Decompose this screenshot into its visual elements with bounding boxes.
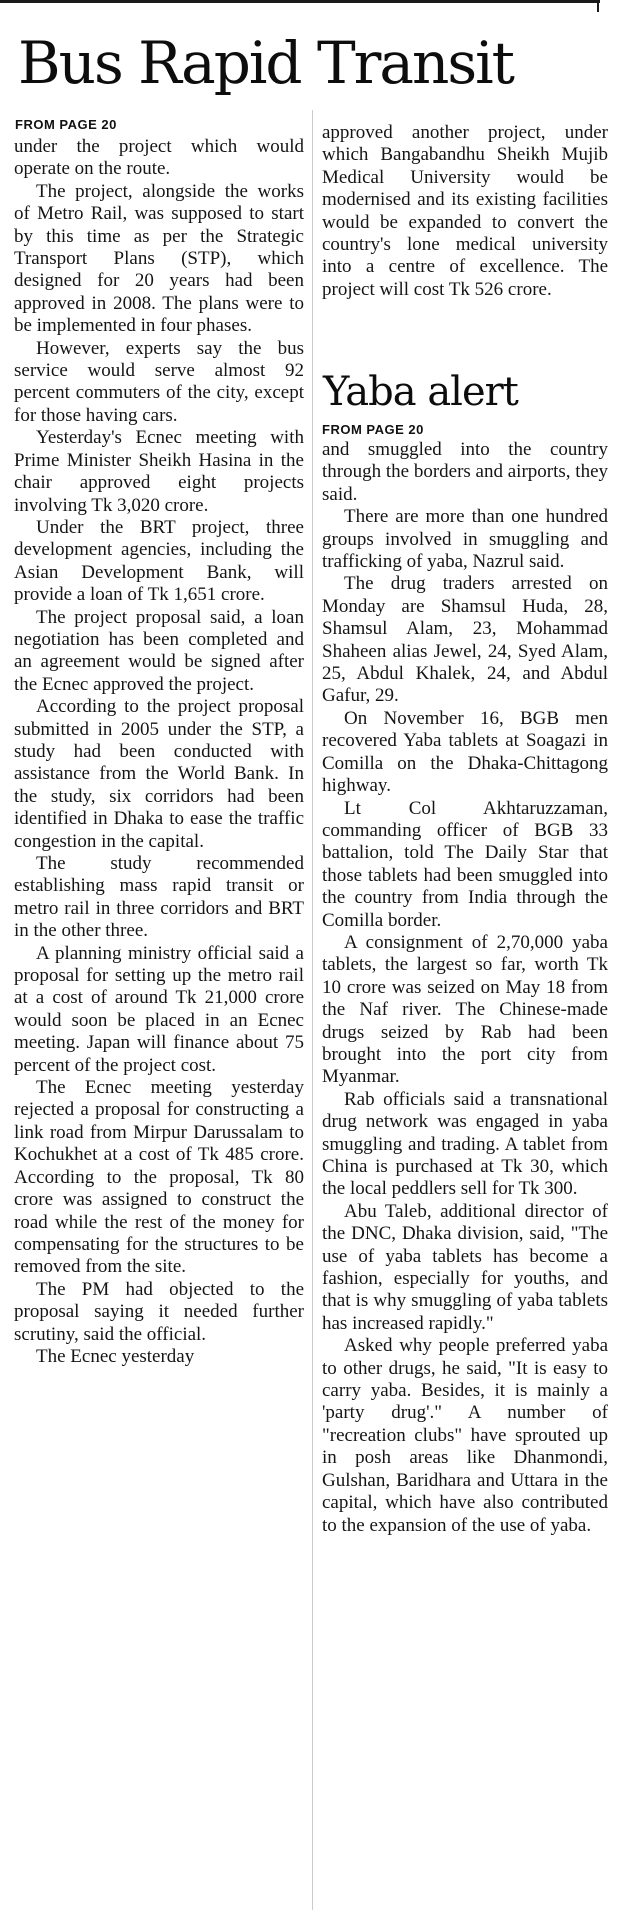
article-paragraph: A planning ministry official said a proposal for setting up the metro rail at a cost of around Tk 21,000 crore would soon be placed in an Ecnec meeting. Japan will finance about 75 percent of the project cost. — [14, 942, 304, 1076]
article-paragraph: approved another project, under which Bangabandhu Sheikh Mujib Medical University would be modernised and its existing facilities would be expanded to convert the country's lone medical university into a centre of excellence. The project will cost Tk 526 crore. — [322, 122, 608, 300]
kicker-from-page-bus: FROM PAGE 20 — [15, 117, 117, 132]
edge-rule — [597, 0, 599, 12]
article-paragraph: The drug traders arrested on Monday are Shamsul Huda, 28, Shamsul Alam, 23, Mohammad Shaheen alias Jewel, 24, Syed Alam, 25, Abdul Khalek, 24, and Abdul Gafur, 29. — [322, 573, 608, 707]
article-paragraph: and smuggled into the country through the borders and airports, they said. — [322, 439, 608, 505]
article-paragraph: The PM had objected to the proposal saying it needed further scrutiny, said the official. — [14, 1278, 304, 1345]
headline-yaba-alert: Yaba alert — [323, 369, 518, 415]
bus-article-column — [14, 136, 304, 1368]
article-paragraph: The Ecnec yesterday — [36, 1345, 195, 1367]
yaba-article-column — [322, 439, 608, 1537]
article-paragraph: On November 16, BGB men recovered Yaba tablets at Soagazi in Comilla on the Dhaka-Chittagong highway. — [322, 707, 608, 797]
article-paragraph: Rab officials said a transnational drug network was engaged in yaba smuggling and trading. A tablet from China is purchased at Tk 30, which the local peddlers sell for Tk 300. — [322, 1088, 608, 1200]
article-paragraph: under the project which would operate on the route. — [14, 136, 304, 180]
article-paragraph: The project, alongside the works of Metro Rail, was supposed to start by this time as per the Strategic Transport Plans (STP), which designed for 20 years had been approved in 2008. The plans were to be implemented in four phases. — [14, 180, 304, 337]
article-paragraph: The project proposal said, a loan negotiation has been completed and an agreement would be signed after the Ecnec approved the project. — [14, 606, 304, 695]
article-paragraph: Asked why people preferred yaba to other drugs, he said, "It is easy to carry yaba. Besides, it is mainly a 'party drug'." A number of "recreation clubs" have sprouted up in posh areas like Dhanmondi, Gulshan, Baridhara and Uttara in the capital, which have also contributed to the expansion of the use of yaba. — [322, 1335, 608, 1536]
article-paragraph: According to the project proposal submitted in 2005 under the STP, a study had been conducted with assistance from the World Bank. In the study, six corridors had been identified in Dhaka to ease the traffic congestion in the capital. — [14, 696, 304, 852]
article-paragraph: The Ecnec meeting yesterday rejected a proposal for constructing a link road from Mirpur Darussalam to Kochukhet at a cost of Tk 485 crore. According to the proposal, Tk 80 crore was assigned to construct the road while the rest of the money for compensating for the structures to be removed from the site. — [14, 1077, 304, 1278]
article-paragraph: Abu Taleb, additional director of the DNC, Dhaka division, said, "The use of yaba tablets has become a fashion, especially for youths, and that is why smuggling of yaba tablets has increased rapidly." — [322, 1200, 608, 1334]
bus-article-continuation — [322, 122, 608, 301]
kicker-from-page-yaba: FROM PAGE 20 — [322, 422, 424, 437]
top-rule — [0, 0, 600, 3]
article-paragraph: Lt Col Akhtaruzzaman, commanding officer of BGB 33 battalion, told The Daily Star that those tablets had been smuggled into the country from India through the Comilla border. — [322, 797, 608, 931]
article-paragraph: The study recommended establishing mass rapid transit or metro rail in three corridors and BRT in the other three. — [14, 853, 304, 942]
article-paragraph: Yesterday's Ecnec meeting with Prime Minister Sheikh Hasina in the chair approved eight projects involving Tk 3,020 crore. — [14, 427, 304, 516]
article-paragraph: A consignment of 2,70,000 yaba tablets, the largest so far, worth Tk 10 crore was seized on May 18 from the Naf river. The Chinese-made drugs seized by Rab had been brought into the port city from Myanmar. — [322, 931, 608, 1088]
column-divider — [312, 110, 313, 1910]
article-paragraph: Under the BRT project, three development agencies, including the Asian Development Bank, will provide a loan of Tk 1,651 crore. — [14, 516, 304, 606]
article-paragraph: However, experts say the bus service would serve almost 92 percent commuters of the city, except for those having cars. — [14, 337, 304, 426]
article-paragraph: There are more than one hundred groups involved in smuggling and trafficking of yaba, Nazrul said. — [322, 506, 608, 573]
headline-bus-rapid-transit: Bus Rapid Transit — [18, 29, 513, 97]
